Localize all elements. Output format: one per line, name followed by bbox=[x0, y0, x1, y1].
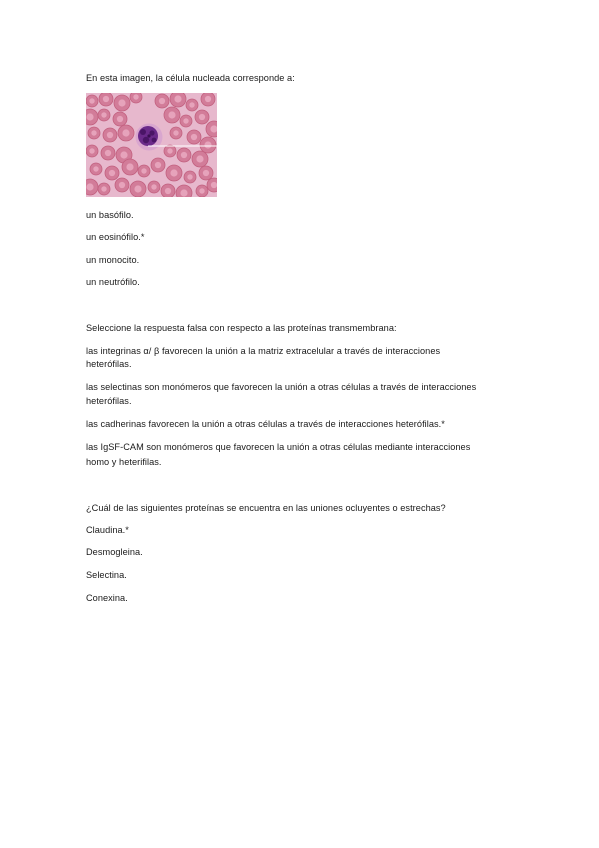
q1-option-b: un eosinófilo.* bbox=[86, 232, 145, 242]
red-blood-cell-center bbox=[134, 185, 141, 192]
red-blood-cell-center bbox=[133, 94, 138, 99]
q2-option-a-line1: las integrinas α/ β favorecen la unión a la matriz extracelular a través de interacciones bbox=[86, 346, 441, 356]
q2-option-b-line1: las selectinas son monómeros que favorecen la unión a otras células a través de interacciones bbox=[86, 382, 477, 392]
red-blood-cell-center bbox=[170, 169, 177, 176]
red-blood-cell-center bbox=[204, 141, 211, 148]
red-blood-cell-center bbox=[205, 96, 211, 102]
red-blood-cell-center bbox=[181, 152, 187, 158]
red-blood-cell-center bbox=[117, 116, 123, 122]
red-blood-cell-center bbox=[91, 130, 96, 135]
red-blood-cell-center bbox=[165, 188, 171, 194]
red-blood-cell-center bbox=[168, 111, 175, 118]
red-blood-cell-center bbox=[141, 168, 146, 173]
q2-option-a-line2: heterófilas. bbox=[86, 359, 132, 369]
q1-option-a: un basófilo. bbox=[86, 210, 134, 220]
red-blood-cell-center bbox=[199, 114, 205, 120]
red-blood-cell-center bbox=[167, 148, 172, 153]
red-blood-cell-center bbox=[174, 95, 181, 102]
red-blood-cell-center bbox=[101, 186, 106, 191]
red-blood-cell-center bbox=[159, 98, 165, 104]
q3-option-d: Conexina. bbox=[86, 593, 128, 603]
red-blood-cell-center bbox=[119, 182, 125, 188]
red-blood-cell-center bbox=[191, 134, 197, 140]
q3-option-a: Claudina.* bbox=[86, 525, 129, 535]
question-1-prompt: En esta imagen, la célula nucleada corresponde a: bbox=[86, 73, 295, 83]
red-blood-cell-center bbox=[89, 148, 94, 153]
red-blood-cell-center bbox=[122, 129, 129, 136]
red-blood-cell-center bbox=[211, 182, 217, 188]
red-blood-cell-center bbox=[187, 174, 192, 179]
q3-option-c: Selectina. bbox=[86, 570, 127, 580]
red-blood-cell-center bbox=[173, 130, 178, 135]
red-blood-cell-center bbox=[126, 163, 133, 170]
red-blood-cell-center bbox=[105, 150, 111, 156]
q2-option-d-line1: las IgSF-CAM son monómeros que favorecen la unión a otras células mediante interacciones bbox=[86, 442, 471, 452]
red-blood-cell-center bbox=[118, 99, 125, 106]
red-blood-cell-center bbox=[151, 184, 156, 189]
red-blood-cell-center bbox=[86, 113, 93, 120]
q1-option-d: un neutrófilo. bbox=[86, 277, 140, 287]
question-2-prompt: Seleccione la respuesta falsa con respecto a las proteínas transmembrana: bbox=[86, 323, 397, 333]
red-blood-cell-center bbox=[189, 102, 194, 107]
red-blood-cell-center bbox=[101, 112, 106, 117]
blood-smear-micrograph-image bbox=[86, 93, 217, 197]
red-blood-cell-center bbox=[155, 162, 161, 168]
red-blood-cell-center bbox=[86, 183, 93, 190]
red-blood-cell-center bbox=[109, 170, 115, 176]
q2-option-b-line2: heterófilas. bbox=[86, 396, 132, 406]
q2-option-d-line2: homo y heterifilas. bbox=[86, 457, 162, 467]
red-blood-cell-center bbox=[196, 155, 203, 162]
red-blood-cell-center bbox=[203, 170, 209, 176]
q1-option-c: un monocito. bbox=[86, 255, 140, 265]
red-blood-cell-center bbox=[103, 96, 109, 102]
red-blood-cell-center bbox=[183, 118, 188, 123]
red-blood-cell-center bbox=[93, 166, 98, 171]
red-blood-cell-center bbox=[120, 151, 127, 158]
red-blood-cell-center bbox=[89, 98, 94, 103]
red-blood-cell-center bbox=[107, 132, 113, 138]
red-blood-cell-center bbox=[199, 188, 204, 193]
red-blood-cell-center bbox=[180, 189, 187, 196]
q3-option-b: Desmogleina. bbox=[86, 547, 143, 557]
q2-option-c: las cadherinas favorecen la unión a otras células a través de interacciones heterófilas.* bbox=[86, 419, 445, 429]
question-3-prompt: ¿Cuál de las siguientes proteínas se encuentra en las uniones ocluyentes o estrechas? bbox=[86, 503, 446, 513]
